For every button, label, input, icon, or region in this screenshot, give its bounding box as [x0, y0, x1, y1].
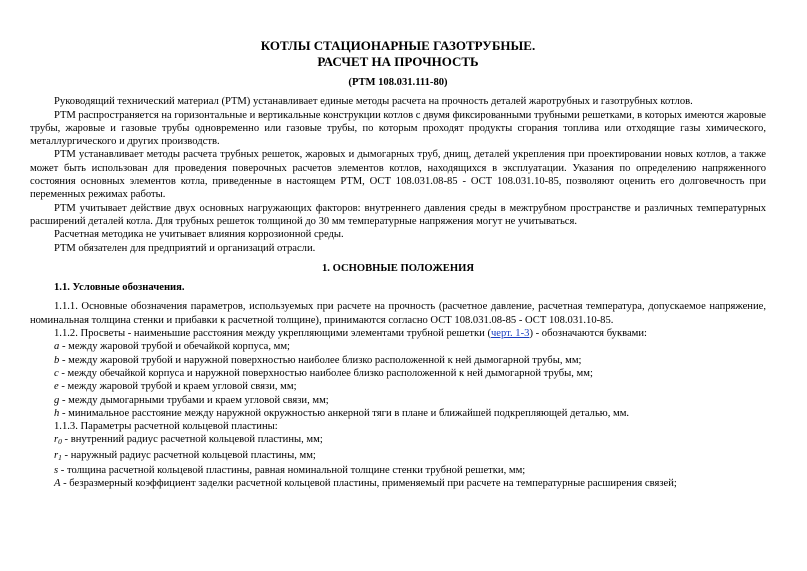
paragraph-1-1-2-text-after: ) - обозначаются буквами:	[529, 328, 648, 340]
gap-symbol: h	[54, 407, 60, 419]
gap-item-e	[30, 380, 766, 393]
paragraph-1-1-2-text-before: 1.1.2. Просветы - наименьшие расстояния между укрепляющими элементами трубной решетки (	[54, 328, 491, 340]
intro-paragraph-1: Руководящий технический материал (РТМ) устанавливает единые методы расчета на прочность деталей жаротрубных и газотрубных котлов.	[54, 96, 693, 108]
param-symbol: r	[54, 449, 59, 461]
gap-symbol: e	[54, 381, 59, 393]
gap-item-g	[30, 394, 766, 407]
paragraph-1-1-1: 1.1.1. Основные обозначения параметров, используемых при расчете на прочность (расчетное давление, расчетная температура, допускаемое напряжение, номинальная толщина стенки и прибавки к расчетной толщине), принимаются согласно ОСТ 108.031.08-85 - ОСТ 108.031.10-85.	[30, 301, 766, 326]
gap-item-b	[30, 354, 766, 367]
gap-description: - между дымогарными трубами и краем угловой связи, мм;	[59, 394, 329, 406]
ring-param-s	[30, 464, 766, 477]
gap-item-h	[30, 407, 766, 420]
document-title	[30, 38, 766, 70]
param-symbol: r	[54, 434, 59, 446]
paragraph-1-1-3: 1.1.3. Параметры расчетной кольцевой пластины:	[54, 421, 278, 433]
paragraph-1-1-2	[30, 327, 766, 340]
ring-param-a	[30, 477, 766, 490]
gap-description: - минимальное расстояние между наружной окружностью анкерной тяги в плане и ближайшей подкрепляющей деталью, мм.	[59, 407, 630, 419]
ring-param-r1	[30, 449, 766, 464]
section-heading-1: 1. ОСНОВНЫЕ ПОЛОЖЕНИЯ	[321, 262, 474, 274]
gap-description: - между жаровой трубой и краем угловой связи, мм;	[58, 381, 297, 393]
intro-paragraph-3: РТМ устанавливает методы расчета трубных решеток, жаровых и дымогарных труб, днищ, деталей укрепления при проектировании новых котлов, а также может быть использован для проведения поверочных расчетов элементов котлов, находящихся в эксплуатации. Указания по определению напряженного состояния основных элементов котла, приведенные в настоящем РТМ, ОСТ 108.031.08-85 - ОСТ 108.031.10-85, позволяют оценить его долговечность при переменных режимах работы.	[30, 149, 766, 201]
intro-paragraph-6: РТМ обязателен для предприятий и организаций отрасли.	[54, 242, 316, 254]
param-subscript: 1	[58, 452, 62, 462]
subsection-heading-1-1: 1.1. Условные обозначения.	[54, 282, 185, 294]
param-subscript: 0	[58, 437, 62, 447]
gap-description: - между жаровой трубой и наружной поверхностью наиболее близко расположенной к ней дымогарной трубы, мм;	[59, 354, 582, 366]
gap-symbol: b	[54, 354, 60, 366]
gap-item-a	[30, 340, 766, 353]
gap-symbol: g	[54, 394, 60, 406]
document-page	[30, 38, 766, 491]
title-line-1: КОТЛЫ СТАЦИОНАРНЫЕ ГАЗОТРУБНЫЕ.	[260, 38, 536, 53]
ring-param-r0	[30, 433, 766, 448]
document-code: (РТМ 108.031.111-80)	[348, 77, 448, 88]
gap-item-c	[30, 367, 766, 380]
intro-paragraph-4: РТМ учитывает действие двух основных нагружающих факторов: внутреннего давления среды в межтрубном пространстве и различных температурных расширений деталей котла. Для трубных решеток толщиной до 30 мм температурные напряжения могут не учитываться.	[30, 202, 766, 227]
drawing-reference-link[interactable]: черт. 1-3	[490, 328, 530, 340]
gap-symbol: c	[54, 367, 59, 379]
gap-description: - между обечайкой корпуса и наружной поверхностью наиболее близко расположенной к ней дымогарной трубы, мм;	[58, 367, 593, 379]
intro-paragraph-5: Расчетная методика не учитывает влияния коррозионной среды.	[54, 229, 344, 241]
param-description: - наружный радиус расчетной кольцевой пластины, мм;	[61, 449, 316, 461]
param-symbol: A	[54, 478, 61, 490]
param-description: - толщина расчетной кольцевой пластины, равная номинальной толщине стенки трубной решетки, мм;	[58, 465, 526, 477]
param-description: - безразмерный коэффициент заделки расчетной кольцевой пластины, применяемый при расчете на температурные расширения связей;	[60, 478, 677, 490]
intro-paragraph-2: РТМ распространяется на горизонтальные и вертикальные конструкции котлов с двумя фиксированными трубными решетками, в которых имеются жаровые трубы, жаровые и газовые трубы одновременно или газовые трубы, по которым проходят продукты сгорания топлива или отходящие газы химического, металлургического и других производств.	[30, 109, 766, 148]
param-symbol: s	[54, 465, 59, 477]
param-description: - внутренний радиус расчетной кольцевой пластины, мм;	[61, 434, 323, 446]
gap-symbol: a	[54, 341, 60, 353]
title-line-2: РАСЧЕТ НА ПРОЧНОСТЬ	[317, 54, 479, 69]
gap-description: - между жаровой трубой и обечайкой корпуса, мм;	[59, 341, 290, 353]
